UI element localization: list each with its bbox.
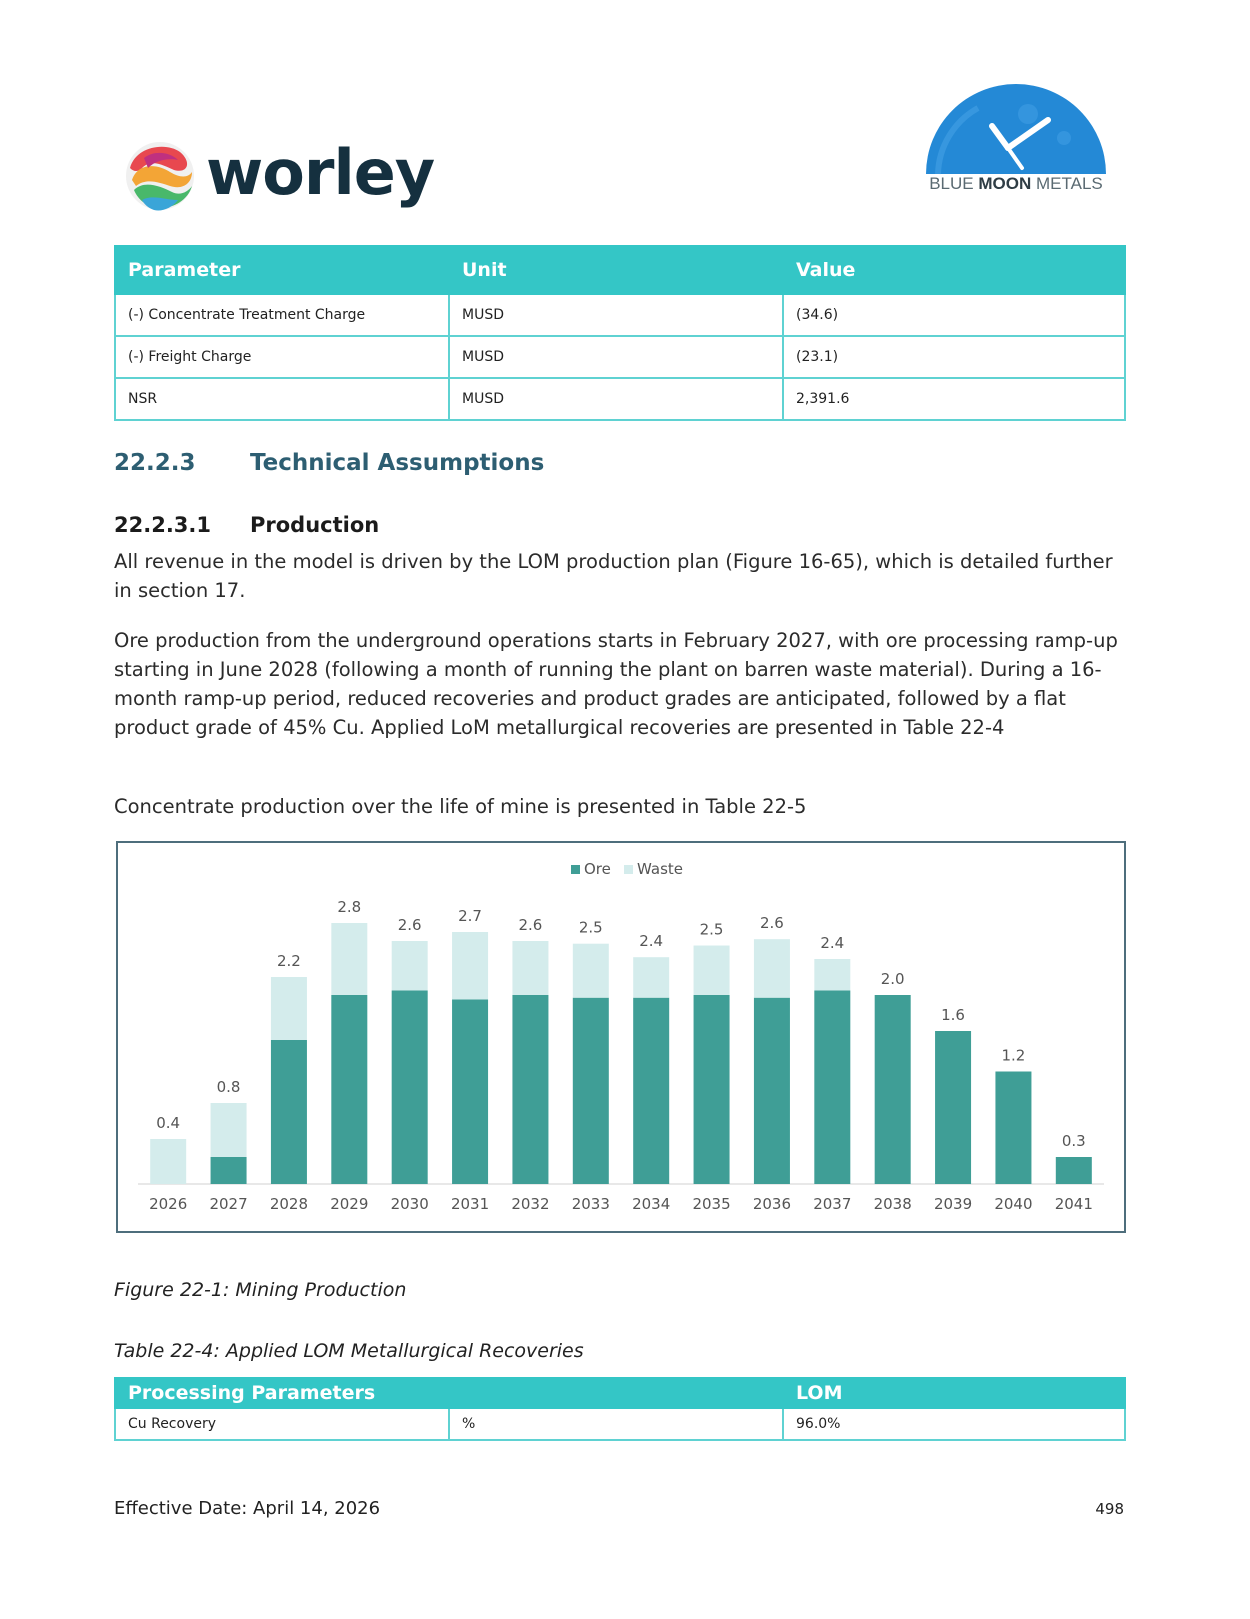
x-tick-2032: 2032	[511, 1195, 550, 1213]
table-cell: (-) Freight Charge	[115, 336, 449, 378]
x-tick-2038: 2038	[873, 1195, 912, 1213]
nsr-parameter-table	[114, 245, 1126, 421]
data-label-2026: 0.4	[156, 1114, 181, 1132]
section-title: Technical Assumptions	[250, 450, 545, 476]
bar-waste-2030	[392, 941, 428, 991]
bar-ore-2040	[995, 1072, 1031, 1185]
bar-waste-2037	[814, 959, 850, 991]
table-cell: MUSD	[449, 336, 783, 378]
bar-ore-2030	[392, 991, 428, 1185]
x-tick-2031: 2031	[450, 1195, 490, 1213]
table-cell: Cu Recovery	[115, 1408, 449, 1440]
table-caption: Table 22-4: Applied LOM Metallurgical Recoveries	[114, 1340, 584, 1362]
legend-swatch-waste	[624, 865, 633, 874]
subsection-heading	[114, 513, 379, 537]
bar-waste-2026	[150, 1139, 186, 1184]
x-tick-2040: 2040	[994, 1195, 1033, 1213]
x-tick-2034: 2034	[632, 1195, 671, 1213]
subsection-title: Production	[250, 513, 380, 537]
subsection-number: 22.2.3.1	[114, 513, 211, 537]
section-number: 22.2.3	[114, 450, 196, 476]
bar-waste-2027	[211, 1103, 247, 1157]
bar-waste-2028	[271, 977, 307, 1040]
table-cell: (34.6)	[783, 294, 1125, 336]
chart-canvas	[118, 843, 1124, 1231]
x-tick-2026: 2026	[149, 1195, 188, 1213]
legend-label-ore: Ore	[584, 860, 611, 878]
table-cell: 2,391.6	[783, 378, 1125, 420]
column-header: Parameter	[115, 246, 449, 294]
bar-waste-2031	[452, 932, 488, 1000]
table-cell: (-) Concentrate Treatment Charge	[115, 294, 449, 336]
metallurgical-recoveries-table	[114, 1377, 1126, 1441]
bmm-word-blue: BLUE	[929, 174, 974, 193]
bar-waste-2035	[694, 946, 730, 996]
worley-wordmark: worley	[206, 136, 435, 209]
bar-ore-2031	[452, 1000, 488, 1185]
table-row	[115, 294, 1125, 336]
footer-effective-date: Effective Date: April 14, 2026	[114, 1498, 381, 1519]
table-row	[115, 1408, 1125, 1440]
data-label-2038: 2.0	[880, 970, 905, 988]
x-tick-2027: 2027	[209, 1195, 248, 1213]
x-tick-2035: 2035	[692, 1195, 731, 1213]
column-header: Processing Parameters	[115, 1378, 449, 1408]
bmm-word-moon: MOON	[978, 174, 1032, 193]
legend-swatch-ore	[571, 865, 580, 874]
data-label-2034: 2.4	[639, 932, 664, 951]
bar-ore-2039	[935, 1031, 971, 1184]
table-cell: 96.0%	[783, 1408, 1125, 1440]
bar-ore-2036	[754, 998, 790, 1184]
table-cell: MUSD	[449, 294, 783, 336]
data-label-2028: 2.2	[277, 952, 301, 970]
bmm-word-metals: METALS	[1036, 174, 1103, 193]
mining-production-chart	[116, 841, 1126, 1233]
table-cell: NSR	[115, 378, 449, 420]
paragraph: Ore production from the underground operations starts in February 2027, with ore processing ramp-up starting in June 2028 (following a month of running the plant on barren waste material). During a 16-month ramp-up period, reduced recoveries and product grades are anticipated, followed by a flat product grade of 45% Cu. Applied LoM metallurgical recoveries are presented in Table 22-4	[114, 629, 1118, 739]
table-header-row	[115, 1378, 1125, 1408]
moon-clock-icon	[918, 76, 1114, 176]
x-tick-2041: 2041	[1054, 1195, 1093, 1213]
column-header	[449, 1378, 783, 1408]
bar-ore-2035	[694, 995, 730, 1184]
figure-caption: Figure 22-1: Mining Production	[114, 1279, 407, 1301]
column-header: Value	[783, 246, 1125, 294]
data-label-2033: 2.5	[578, 918, 603, 937]
data-label-2030: 2.6	[397, 916, 422, 934]
bar-ore-2027	[211, 1157, 247, 1184]
data-label-2029: 2.8	[337, 898, 362, 916]
table-cell: (23.1)	[783, 336, 1125, 378]
x-tick-2033: 2033	[571, 1195, 610, 1213]
table-cell: %	[449, 1408, 783, 1440]
table-row	[115, 336, 1125, 378]
bar-ore-2041	[1056, 1157, 1092, 1184]
worley-logo	[122, 130, 442, 220]
data-label-2031: 2.7	[458, 907, 482, 925]
bar-waste-2029	[331, 923, 367, 995]
chart-x-tick-labels	[149, 1195, 1093, 1213]
bar-ore-2033	[573, 998, 609, 1184]
table-header-row	[115, 246, 1125, 294]
bar-ore-2028	[271, 1040, 307, 1184]
bar-waste-2032	[512, 941, 548, 995]
table-row	[115, 378, 1125, 420]
x-tick-2037: 2037	[813, 1195, 852, 1213]
bar-waste-2034	[633, 957, 669, 998]
chart-legend	[571, 860, 683, 878]
data-label-2036: 2.6	[760, 914, 784, 933]
bar-ore-2038	[875, 995, 911, 1184]
legend-label-waste: Waste	[637, 860, 683, 878]
table-cell: MUSD	[449, 378, 783, 420]
data-label-2032: 2.6	[518, 916, 543, 934]
data-label-2037: 2.4	[820, 934, 845, 952]
bar-ore-2037	[814, 991, 850, 1185]
data-label-2027: 0.8	[216, 1078, 241, 1096]
blue-moon-metals-wordmark	[908, 174, 1124, 194]
data-label-2040: 1.2	[1001, 1046, 1026, 1065]
paragraph: Concentrate production over the life of mine is presented in Table 22-5	[114, 795, 807, 818]
bar-waste-2036	[754, 939, 790, 998]
page-number: 498	[1095, 1500, 1124, 1518]
bar-waste-2033	[573, 944, 609, 998]
paragraph: All revenue in the model is driven by the LOM production plan (Figure 16-65), which is detailed further in section 17.	[114, 550, 1113, 602]
bar-ore-2032	[512, 995, 548, 1184]
data-label-2039: 1.6	[941, 1006, 965, 1024]
column-header: LOM	[783, 1378, 1125, 1408]
x-tick-2028: 2028	[269, 1195, 309, 1213]
x-tick-2039: 2039	[933, 1195, 973, 1213]
x-tick-2029: 2029	[330, 1195, 369, 1213]
worley-swirl-icon	[122, 138, 198, 214]
column-header: Unit	[449, 246, 783, 294]
x-tick-2036: 2036	[752, 1195, 792, 1213]
data-label-2035: 2.5	[699, 920, 724, 939]
x-tick-2030: 2030	[390, 1195, 429, 1213]
section-heading	[114, 450, 544, 476]
bar-ore-2034	[633, 998, 669, 1184]
data-label-2041: 0.3	[1061, 1132, 1086, 1150]
blue-moon-metals-logo	[908, 76, 1124, 206]
bar-ore-2029	[331, 995, 367, 1184]
